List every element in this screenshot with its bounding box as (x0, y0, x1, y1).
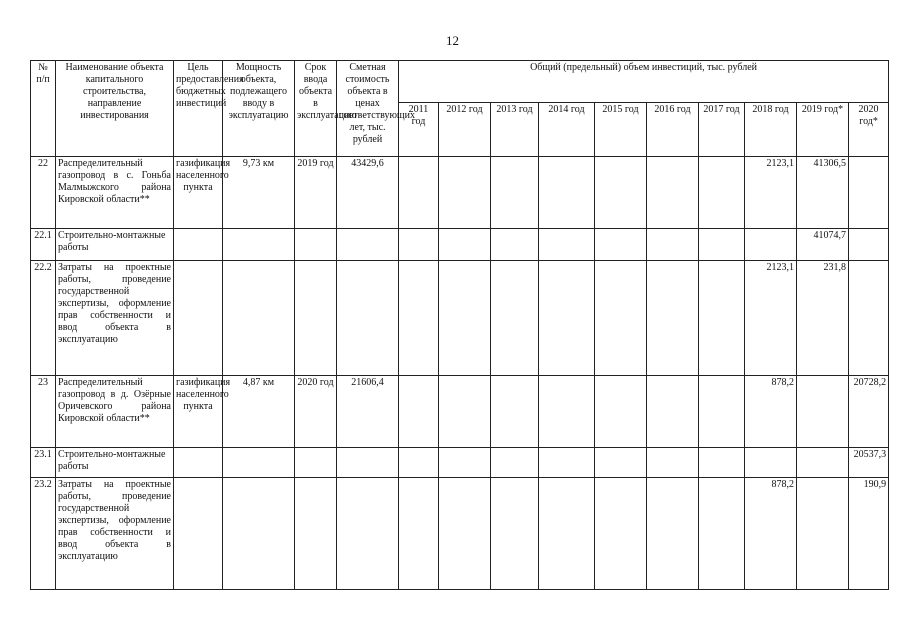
page-number: 12 (446, 33, 459, 48)
row-term: 2020 год (295, 376, 337, 448)
row-2020 (849, 157, 889, 229)
investment-table (30, 60, 889, 590)
row-name: Затраты на проектные работы, проведение государственной экспертизы, оформление прав собственности и ввод объекта в эксплуатацию (56, 478, 174, 590)
row-purpose: газификация населенного пункта (174, 376, 223, 448)
row-name: Распределительный газопровод в д. Озёрные Оричевского района Кировской области** (56, 376, 174, 448)
row-2020: 20537,3 (849, 448, 889, 478)
row-name: Распределительный газопровод в с. Гоньба Малмыжского района Кировской области** (56, 157, 174, 229)
row-cost: 43429,6 (337, 157, 399, 229)
header-capacity: Мощность объекта, подлежащего вводу в эксплуатацию (223, 61, 295, 157)
table-row (31, 157, 889, 229)
header-num: № п/п (31, 61, 56, 157)
row-2019: 41074,7 (797, 229, 849, 261)
header-cost: Сметная стоимость объекта в ценах соответствующих лет, тыс. рублей (337, 61, 399, 157)
header-year: 2013 год (491, 103, 539, 157)
row-purpose: газификация населенного пункта (174, 157, 223, 229)
table-row (31, 261, 889, 376)
row-capacity: 4,87 км (223, 376, 295, 448)
row-num: 23 (31, 376, 56, 448)
header-year: 2020 год* (849, 103, 889, 157)
row-2019 (797, 376, 849, 448)
row-num: 23.2 (31, 478, 56, 590)
row-2018: 878,2 (745, 376, 797, 448)
row-2018 (745, 448, 797, 478)
header-year: 2012 год (439, 103, 491, 157)
header-total: Общий (предельный) объем инвестиций, тыс. рублей (399, 61, 889, 103)
table-row (31, 376, 889, 448)
row-2020 (849, 261, 889, 376)
row-name: Строительно-монтажные работы (56, 229, 174, 261)
header-year: 2014 год (539, 103, 595, 157)
row-2020: 190,9 (849, 478, 889, 590)
row-cost: 21606,4 (337, 376, 399, 448)
row-term: 2019 год (295, 157, 337, 229)
row-num: 22.1 (31, 229, 56, 261)
header-term: Срок ввода объекта в эксплуатацию (295, 61, 337, 157)
row-2018: 2123,1 (745, 261, 797, 376)
row-2020: 20728,2 (849, 376, 889, 448)
row-2019: 41306,5 (797, 157, 849, 229)
table-row (31, 478, 889, 590)
header-year: 2011 год (399, 103, 439, 157)
header-name: Наименование объекта капитального строительства, направление инвестирования (56, 61, 174, 157)
row-name: Затраты на проектные работы, проведение государственной экспертизы, оформление прав собственности и ввод объекта в эксплуатацию (56, 261, 174, 376)
row-num: 22 (31, 157, 56, 229)
row-2018 (745, 229, 797, 261)
row-2019: 231,8 (797, 261, 849, 376)
header-year: 2015 год (595, 103, 647, 157)
row-2019 (797, 448, 849, 478)
table-row (31, 448, 889, 478)
row-name: Строительно-монтажные работы (56, 448, 174, 478)
row-capacity: 9,73 км (223, 157, 295, 229)
header-year: 2019 год* (797, 103, 849, 157)
header-year: 2016 год (647, 103, 699, 157)
row-num: 22.2 (31, 261, 56, 376)
header-year: 2017 год (699, 103, 745, 157)
row-2019 (797, 478, 849, 590)
row-2020 (849, 229, 889, 261)
header-year: 2018 год (745, 103, 797, 157)
row-2018: 2123,1 (745, 157, 797, 229)
table-row (31, 229, 889, 261)
header-purpose: Цель предоставления бюджетных инвестиций (174, 61, 223, 157)
row-2018: 878,2 (745, 478, 797, 590)
row-num: 23.1 (31, 448, 56, 478)
